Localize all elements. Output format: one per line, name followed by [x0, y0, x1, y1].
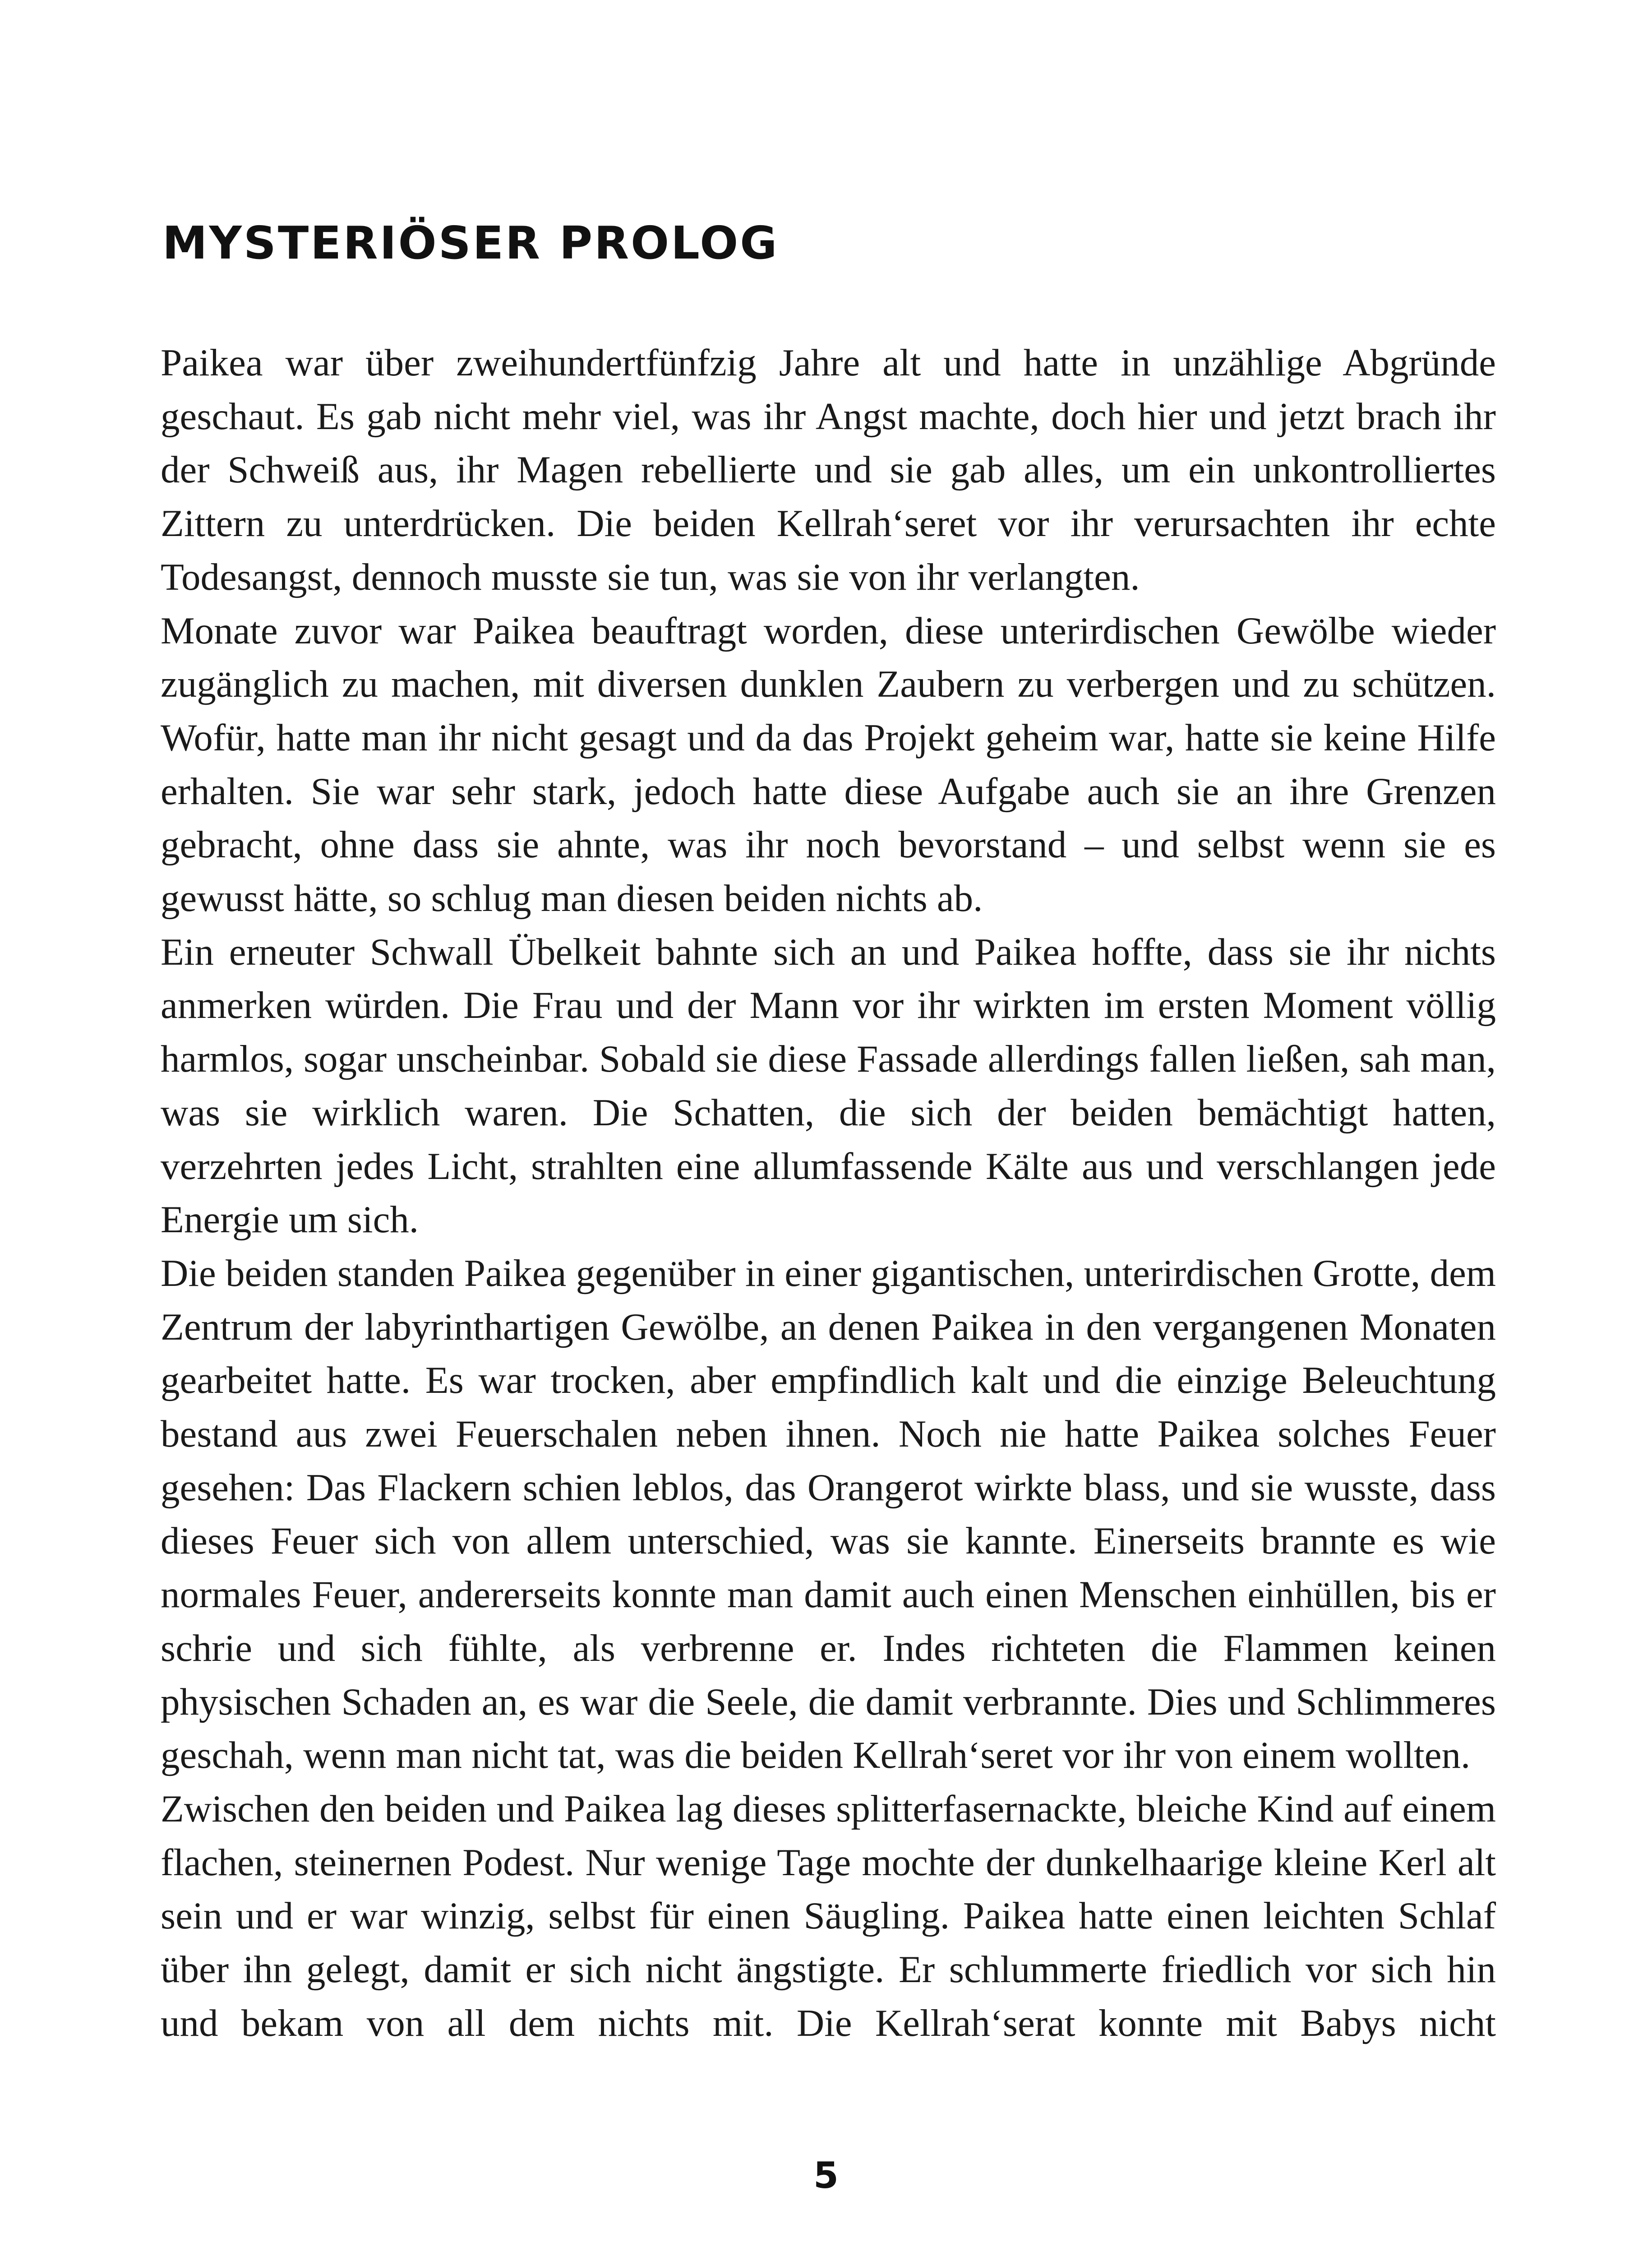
- paragraph: Ein erneuter Schwall Übelkeit bahnte sich an und Paikea hoffte, dass sie ihr nichts anmerken würden. Die Frau und der Mann vor ihr wirkten im ersten Moment völlig harmlos, sogar unscheinbar. Sobald sie diese Fassade allerdings fallen ließen, sah man, was sie wirklich waren. Die Schatten, die sich der beiden bemächtigt hatten, verzehrten jedes Licht, strahlten eine allumfassende Kälte aus und verschlangen jede Energie um sich.: [161, 930, 1496, 1241]
- page-number: 5: [813, 2154, 839, 2196]
- chapter-title: MYSTERIÖSER PROLOG: [162, 217, 779, 269]
- paragraph: Paikea war über zweihundertfünfzig Jahre alt und hatte in unzählige Abgründe geschaut. Es gab nicht mehr viel, was ihr Angst machte, doch hier und jetzt brach ihr der Schweiß aus, ihr Magen rebellierte und sie gab alles, um ein unkontrolliertes Zittern zu unterdrücken. Die beiden Kellrah‘seret vor ihr verursachten ihr echte Todesangst, dennoch musste sie tun, was sie von ihr verlangten.: [161, 342, 1496, 598]
- body-text: [161, 336, 1496, 2050]
- paragraph: Zwischen den beiden und Paikea lag dieses splitterfasernackte, bleiche Kind auf einem flachen, steinernen Podest. Nur wenige Tage mochte der dunkelhaarige kleine Kerl alt sein und er war winzig, selbst für einen Säugling. Paikea hatte einen leichten Schlaf über ihn gelegt, damit er sich nicht ängstigte. Er schlummerte friedlich vor sich hin und bekam von all dem nichts mit. Die Kellrah‘serat konnte mit Babys nicht: [161, 1787, 1496, 2044]
- paragraph: Die beiden standen Paikea gegenüber in einer gigantischen, unterirdischen Grotte, dem Zentrum der labyrinthartigen Gewölbe, an denen Paikea in den vergangenen Monaten gearbeitet hatte. Es war trocken, aber empfindlich kalt und die einzige Beleuchtung bestand aus zwei Feuerschalen neben ihnen. Noch nie hatte Paikea solches Feuer gesehen: Das Flackern schien leblos, das Orangerot wirkte blass, und sie wusste, dass dieses Feuer sich von allem unterschied, was sie kannte. Einerseits brannte es wie normales Feuer, andererseits konnte man damit auch einen Menschen einhüllen, bis er schrie und sich fühlte, als verbrenne er. Indes richteten die Flammen keinen physischen Schaden an, es war die Seele, die damit verbrannte. Dies und Schlimmeres geschah, wenn man nicht tat, was die beiden Kellrah‘seret vor ihr von einem wollten.: [161, 1252, 1496, 1777]
- paragraph: Monate zuvor war Paikea beauftragt worden, diese unterirdischen Gewölbe wieder zugänglich zu machen, mit diversen dunklen Zaubern zu verbergen und zu schützen. Wofür, hatte man ihr nicht gesagt und da das Projekt geheim war, hatte sie keine Hilfe erhalten. Sie war sehr stark, jedoch hatte diese Aufgabe auch sie an ihre Grenzen gebracht, ohne dass sie ahnte, was ihr noch bevorstand – und selbst wenn sie es gewusst hätte, so schlug man diesen beiden nichts ab.: [161, 609, 1496, 920]
